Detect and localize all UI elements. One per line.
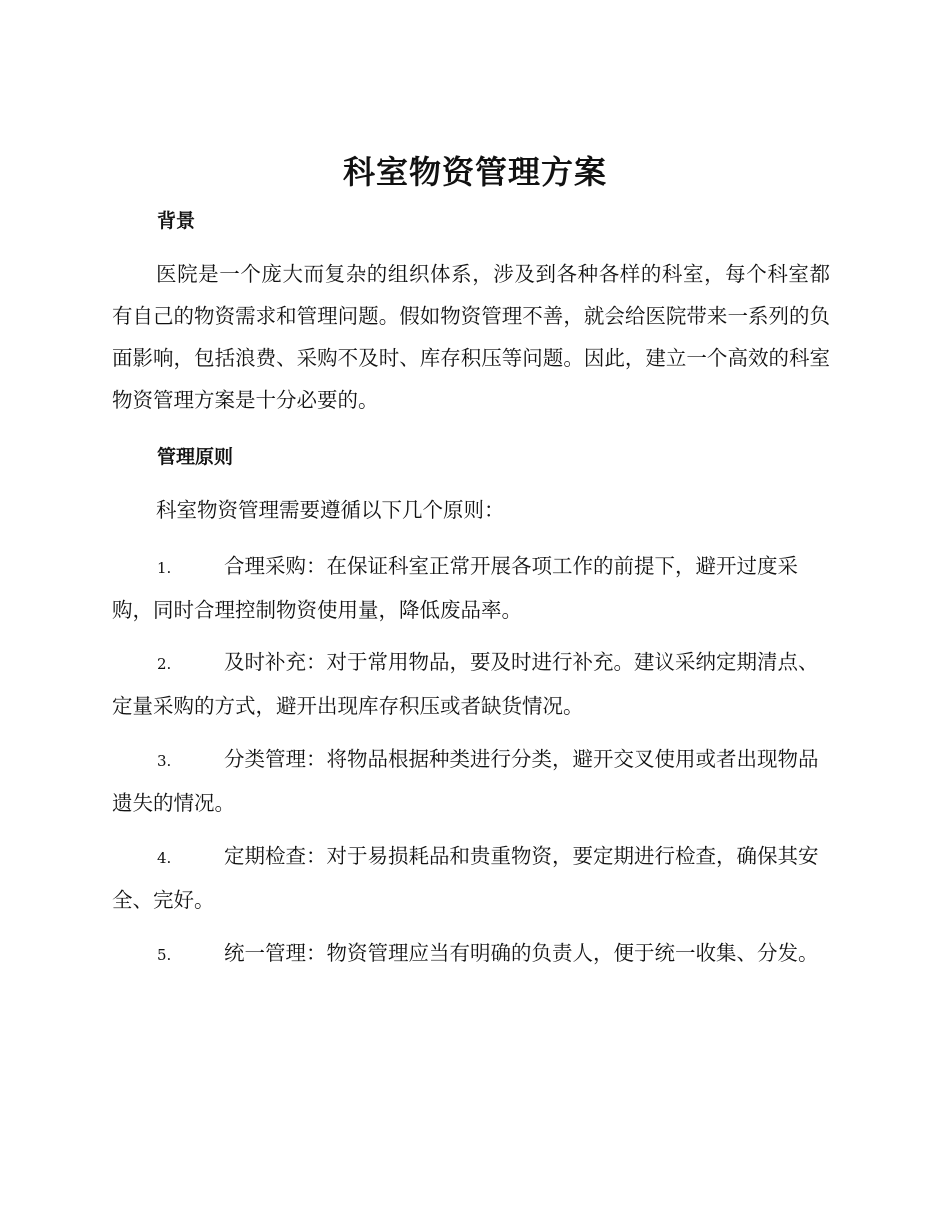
list-item [112,835,830,921]
list-text: 统一管理：物资管理应当有明确的负责人，便于统一收集、分发。 [224,941,819,965]
list-number: 1. [157,559,172,577]
list-number: 3. [157,752,172,770]
list-text: 合理采购：在保证科室正常开展各项工作的前提下，避开过度采购，同时合理控制物资使用量，降低废品率。 [112,554,798,622]
list-text: 及时补充：对于常用物品，要及时进行补充。建议采纳定期清点、定量采购的方式，避开出现库存积压或者缺货情况。 [112,650,819,718]
list-text: 分类管理：将物品根据种类进行分类，避开交叉使用或者出现物品遗失的情况。 [112,747,819,815]
list-number: 4. [157,849,172,867]
list-item [112,545,830,631]
list-item [112,932,830,976]
document-title: 科室物资管理方案 [342,153,607,191]
list-text: 定期检查：对于易损耗品和贵重物资，要定期进行检查，确保其安全、完好。 [112,844,819,912]
section-heading-principles: 管理原则 [157,446,234,468]
background-paragraph: 医院是一个庞大而复杂的组织体系，涉及到各种各样的科室，每个科室都有自己的物资需求和管理问题。假如物资管理不善，就会给医院带来一系列的负面影响，包括浪费、采购不及时、库存积压等问题。因此，建立一个高效的科室物资管理方案是十分必要的。 [112,262,830,412]
list-number: 2. [157,655,172,673]
list-item [112,641,830,727]
list-number: 5. [157,946,172,964]
principles-intro: 科室物资管理需要遵循以下几个原则： [156,498,505,522]
list-item [112,738,830,824]
section-heading-background: 背景 [157,210,196,232]
